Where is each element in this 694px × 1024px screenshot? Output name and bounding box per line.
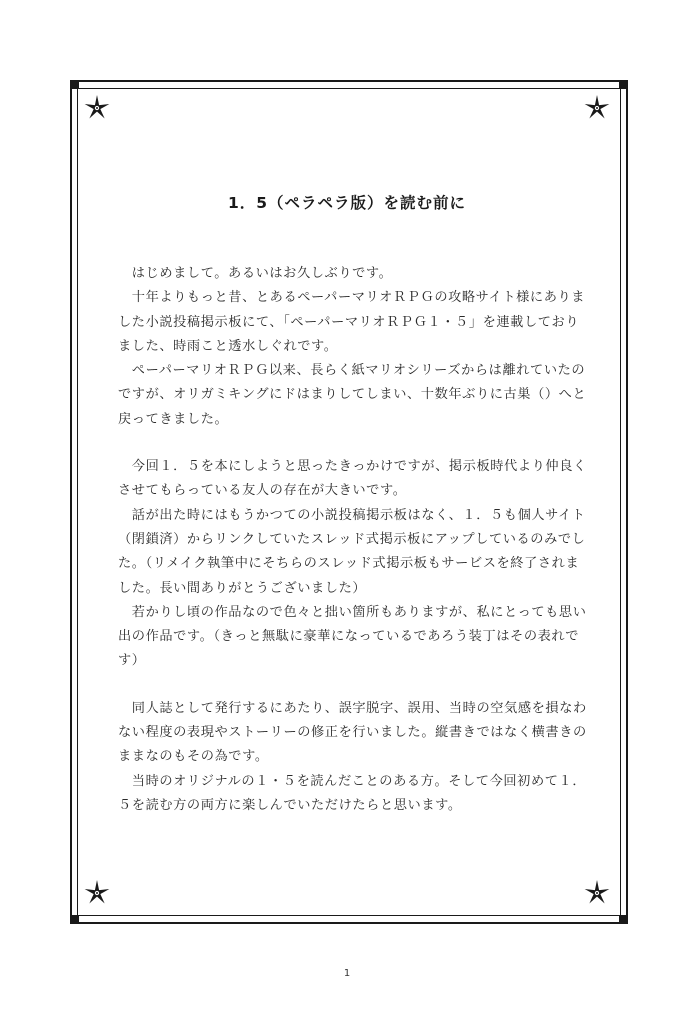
text-line: させてもらっている友人の存在が大きいです。 — [118, 483, 407, 499]
paragraph — [118, 455, 590, 674]
corner-dot-top-right — [619, 82, 626, 89]
text-line: 出の作品です。（きっと無駄に豪華になっているであろう装丁はその表れで — [118, 629, 579, 645]
text-line: した。長い間ありがとうございました） — [118, 580, 367, 596]
text-line: 十年よりもっと昔、とあるペーパーマリオＲＰＧの攻略サイト様にありま — [118, 290, 586, 306]
text-line: 若かりし頃の作品なので色々と拙い箇所もありますが、私にとっても思い — [118, 604, 587, 620]
page-number: 1 — [343, 968, 351, 979]
compass-star-icon — [82, 878, 112, 908]
body-text — [118, 262, 590, 841]
text-line: 話が出た時にはもうかつての小説投稿掲示板はなく、１．５も個人サイト — [118, 507, 586, 523]
text-line: ままなのもその為です。 — [118, 749, 269, 765]
text-line: ペーパーマリオＲＰＧ以来、長らく紙マリオシリーズからは離れていたの — [118, 363, 586, 379]
text-line: 今回１．５を本にしようと思ったきっかけですが、掲示板時代より仲良く — [118, 459, 587, 475]
text-line: た。（リメイク執筆中にそちらのスレッド式掲示板もサービスを終了されま — [118, 556, 580, 572]
text-line: はじめまして。あるいはお久しぶりです。 — [118, 266, 393, 281]
text-line: ない程度の表現やストーリーの修正を行いました。縦書きではなく横書きの — [118, 725, 587, 741]
paragraph — [118, 697, 590, 818]
text-line: 戻ってきました。 — [118, 411, 229, 427]
paragraph — [118, 262, 590, 432]
compass-star-icon — [582, 93, 612, 123]
text-line: ました、時雨こと透水しぐれです。 — [118, 338, 338, 354]
text-line: した小説投稿掲示板にて、「ペーパーマリオＲＰＧ１・５」を連載しており — [118, 314, 580, 330]
corner-dot-bottom-right — [619, 915, 626, 922]
text-line: す） — [118, 653, 146, 669]
text-line: 当時のオリジナルの１・５を読んだことのある方。そして今回初めて１． — [118, 773, 587, 789]
text-line: 同人誌として発行するにあたり、誤字脱字、誤用、当時の空気感を損なわ — [118, 700, 587, 716]
text-line: ですが、オリガミキングにドはまりしてしまい、十数年ぶりに古巣（）へと — [118, 387, 587, 403]
text-line: ５を読む方の両方に楽しんでいただけたらと思います。 — [118, 797, 462, 813]
compass-star-icon — [582, 878, 612, 908]
text-line: （閉鎖済）からリンクしていたスレッド式掲示板にアップしているのみでし — [118, 531, 586, 547]
compass-star-icon — [82, 93, 112, 123]
corner-dot-top-left — [72, 82, 79, 89]
page-title: 1．5（ペラペラ版）を読む前に — [227, 194, 467, 212]
corner-dot-bottom-left — [72, 915, 79, 922]
